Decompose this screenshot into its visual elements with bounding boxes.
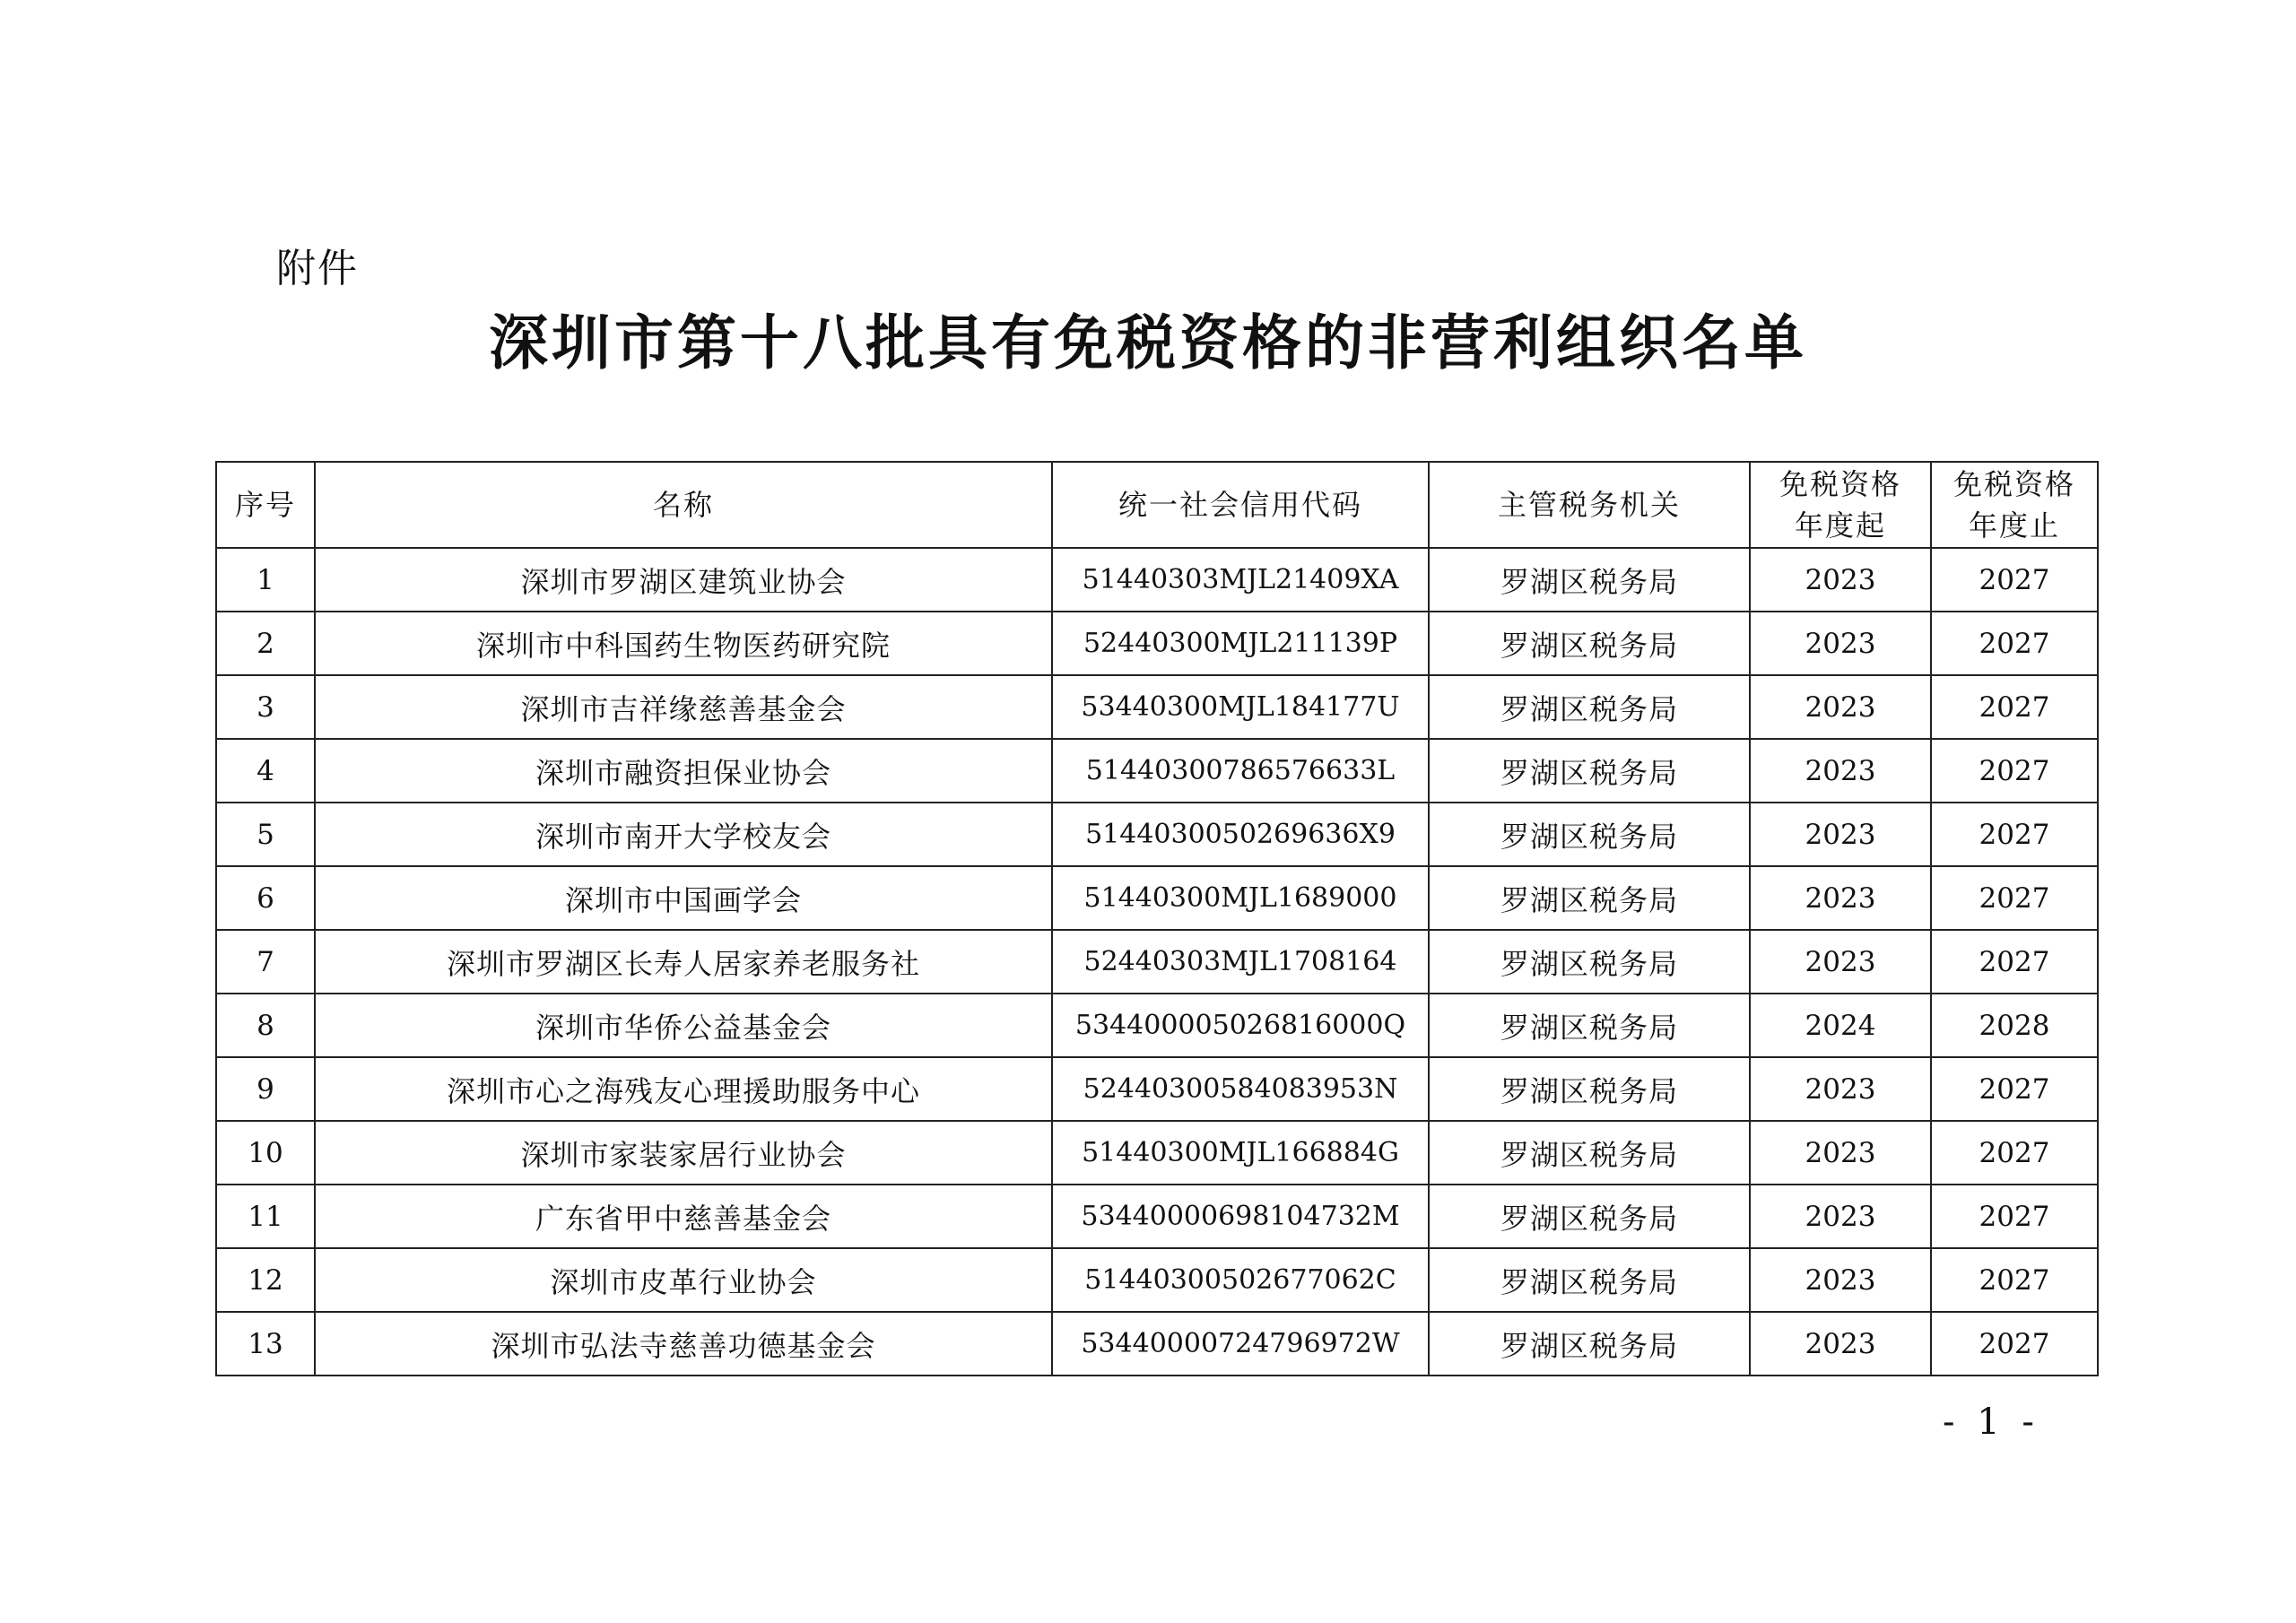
cell-name: 深圳市心之海残友心理援助服务中心 bbox=[315, 1057, 1052, 1121]
cell-credit-code: 51440300786576633L bbox=[1052, 739, 1429, 803]
page-number: - 1 - bbox=[1943, 1402, 2039, 1443]
cell-end-year: 2027 bbox=[1931, 1057, 2098, 1121]
table-row bbox=[216, 739, 2098, 803]
cell-credit-code: 52440303MJL1708164 bbox=[1052, 930, 1429, 994]
table-row bbox=[216, 675, 2098, 739]
cell-name: 深圳市皮革行业协会 bbox=[315, 1248, 1052, 1312]
cell-credit-code: 51440300MJL1689000 bbox=[1052, 866, 1429, 930]
cell-start-year: 2023 bbox=[1750, 739, 1931, 803]
cell-authority: 罗湖区税务局 bbox=[1429, 1057, 1750, 1121]
cell-credit-code: 5144030050269636X9 bbox=[1052, 803, 1429, 866]
cell-start-year: 2023 bbox=[1750, 866, 1931, 930]
cell-credit-code: 51440303MJL21409XA bbox=[1052, 548, 1429, 612]
cell-name: 深圳市融资担保业协会 bbox=[315, 739, 1052, 803]
cell-credit-code: 51440300MJL166884G bbox=[1052, 1121, 1429, 1185]
header-end-year-line2: 年度止 bbox=[1968, 508, 2060, 542]
cell-credit-code: 53440300MJL184177U bbox=[1052, 675, 1429, 739]
header-start-year bbox=[1750, 462, 1931, 548]
cell-credit-code: 53440000724796972W bbox=[1052, 1312, 1429, 1376]
cell-name: 深圳市中国画学会 bbox=[315, 866, 1052, 930]
cell-end-year: 2027 bbox=[1931, 548, 2098, 612]
cell-authority: 罗湖区税务局 bbox=[1429, 866, 1750, 930]
cell-start-year: 2023 bbox=[1750, 1248, 1931, 1312]
cell-end-year: 2027 bbox=[1931, 803, 2098, 866]
cell-credit-code: 534400005026816000Q bbox=[1052, 994, 1429, 1057]
cell-end-year: 2027 bbox=[1931, 675, 2098, 739]
header-end-year bbox=[1931, 462, 2098, 548]
cell-start-year: 2023 bbox=[1750, 930, 1931, 994]
cell-seq: 4 bbox=[216, 739, 315, 803]
cell-name: 深圳市罗湖区建筑业协会 bbox=[315, 548, 1052, 612]
header-credit-code: 统一社会信用代码 bbox=[1052, 462, 1429, 548]
cell-authority: 罗湖区税务局 bbox=[1429, 1185, 1750, 1248]
table-row bbox=[216, 612, 2098, 675]
cell-start-year: 2023 bbox=[1750, 548, 1931, 612]
cell-name: 深圳市罗湖区长寿人居家养老服务社 bbox=[315, 930, 1052, 994]
header-start-year-line2: 年度起 bbox=[1794, 508, 1886, 542]
table-row bbox=[216, 1248, 2098, 1312]
organization-table bbox=[215, 461, 2099, 1376]
cell-start-year: 2023 bbox=[1750, 612, 1931, 675]
cell-end-year: 2027 bbox=[1931, 612, 2098, 675]
cell-name: 广东省甲中慈善基金会 bbox=[315, 1185, 1052, 1248]
cell-seq: 12 bbox=[216, 1248, 315, 1312]
cell-seq: 7 bbox=[216, 930, 315, 994]
cell-seq: 10 bbox=[216, 1121, 315, 1185]
cell-authority: 罗湖区税务局 bbox=[1429, 1312, 1750, 1376]
cell-end-year: 2027 bbox=[1931, 866, 2098, 930]
table-row bbox=[216, 1185, 2098, 1248]
cell-credit-code: 52440300584083953N bbox=[1052, 1057, 1429, 1121]
cell-seq: 3 bbox=[216, 675, 315, 739]
header-name: 名称 bbox=[315, 462, 1052, 548]
cell-seq: 9 bbox=[216, 1057, 315, 1121]
header-seq: 序号 bbox=[216, 462, 315, 548]
cell-seq: 5 bbox=[216, 803, 315, 866]
cell-start-year: 2023 bbox=[1750, 1185, 1931, 1248]
table-row bbox=[216, 803, 2098, 866]
header-start-year-line1: 免税资格 bbox=[1779, 467, 1901, 501]
cell-credit-code: 53440000698104732M bbox=[1052, 1185, 1429, 1248]
cell-name: 深圳市南开大学校友会 bbox=[315, 803, 1052, 866]
cell-authority: 罗湖区税务局 bbox=[1429, 612, 1750, 675]
table-row bbox=[216, 1312, 2098, 1376]
table-row bbox=[216, 1121, 2098, 1185]
cell-start-year: 2023 bbox=[1750, 1312, 1931, 1376]
cell-authority: 罗湖区税务局 bbox=[1429, 739, 1750, 803]
header-end-year-line1: 免税资格 bbox=[1952, 467, 2075, 501]
cell-start-year: 2023 bbox=[1750, 803, 1931, 866]
table-row bbox=[216, 930, 2098, 994]
cell-name: 深圳市弘法寺慈善功德基金会 bbox=[315, 1312, 1052, 1376]
attachment-label: 附件 bbox=[276, 246, 359, 291]
cell-authority: 罗湖区税务局 bbox=[1429, 803, 1750, 866]
cell-end-year: 2027 bbox=[1931, 930, 2098, 994]
cell-end-year: 2027 bbox=[1931, 1121, 2098, 1185]
table-row bbox=[216, 1057, 2098, 1121]
cell-seq: 13 bbox=[216, 1312, 315, 1376]
document-title: 深圳市第十八批具有免税资格的非营利组织名单 bbox=[489, 308, 1807, 378]
cell-seq: 2 bbox=[216, 612, 315, 675]
cell-name: 深圳市家装家居行业协会 bbox=[315, 1121, 1052, 1185]
cell-credit-code: 52440300MJL211139P bbox=[1052, 612, 1429, 675]
cell-credit-code: 51440300502677062C bbox=[1052, 1248, 1429, 1312]
cell-end-year: 2027 bbox=[1931, 1185, 2098, 1248]
table-header-row bbox=[216, 462, 2098, 548]
cell-end-year: 2028 bbox=[1931, 994, 2098, 1057]
cell-end-year: 2027 bbox=[1931, 1312, 2098, 1376]
cell-seq: 11 bbox=[216, 1185, 315, 1248]
cell-authority: 罗湖区税务局 bbox=[1429, 1248, 1750, 1312]
cell-start-year: 2023 bbox=[1750, 1121, 1931, 1185]
cell-authority: 罗湖区税务局 bbox=[1429, 548, 1750, 612]
cell-seq: 1 bbox=[216, 548, 315, 612]
cell-name: 深圳市华侨公益基金会 bbox=[315, 994, 1052, 1057]
cell-seq: 8 bbox=[216, 994, 315, 1057]
cell-authority: 罗湖区税务局 bbox=[1429, 675, 1750, 739]
cell-seq: 6 bbox=[216, 866, 315, 930]
cell-start-year: 2023 bbox=[1750, 1057, 1931, 1121]
header-authority: 主管税务机关 bbox=[1429, 462, 1750, 548]
cell-name: 深圳市中科国药生物医药研究院 bbox=[315, 612, 1052, 675]
table-row bbox=[216, 548, 2098, 612]
table-row bbox=[216, 866, 2098, 930]
cell-end-year: 2027 bbox=[1931, 739, 2098, 803]
cell-name: 深圳市吉祥缘慈善基金会 bbox=[315, 675, 1052, 739]
cell-authority: 罗湖区税务局 bbox=[1429, 994, 1750, 1057]
cell-end-year: 2027 bbox=[1931, 1248, 2098, 1312]
cell-authority: 罗湖区税务局 bbox=[1429, 1121, 1750, 1185]
table-row bbox=[216, 994, 2098, 1057]
cell-authority: 罗湖区税务局 bbox=[1429, 930, 1750, 994]
cell-start-year: 2024 bbox=[1750, 994, 1931, 1057]
cell-start-year: 2023 bbox=[1750, 675, 1931, 739]
